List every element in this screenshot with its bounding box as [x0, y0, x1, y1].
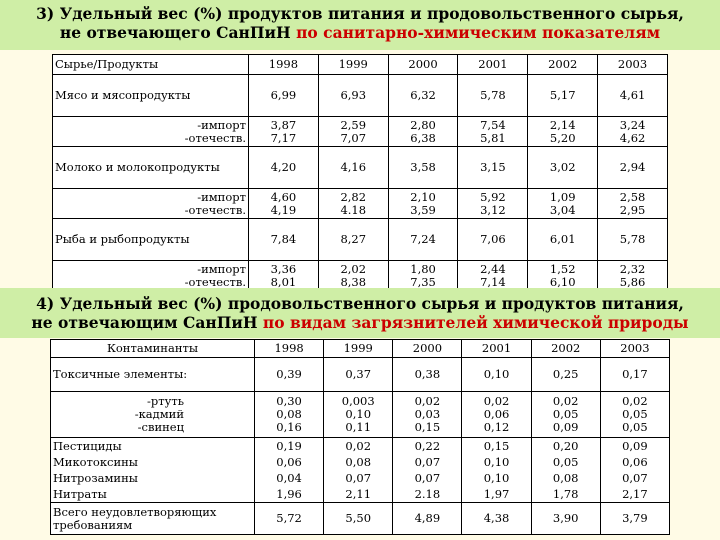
value: 0,20: [552, 439, 579, 453]
value-cell: 6,32: [388, 75, 458, 117]
subvalue-cell: [249, 117, 319, 147]
subvalue-import: 2,14: [549, 117, 576, 132]
value-cell: 6,01: [528, 219, 598, 261]
subvalue-cell: [318, 117, 388, 147]
subvalue-domestic: 5,81: [480, 130, 506, 145]
header-cell: 1999: [318, 55, 388, 75]
value-cell: 6,93: [318, 75, 388, 117]
subvalue-cell: [600, 392, 669, 438]
value-cell: 8,27: [318, 219, 388, 261]
contaminant-values: [255, 438, 324, 503]
header-cell: 1999: [324, 340, 393, 358]
contaminant-label: Нитраты: [53, 487, 107, 501]
contaminant-values: [462, 438, 531, 503]
contaminant-label: Пестициды: [53, 439, 122, 453]
subvalue-cell: [531, 392, 600, 438]
subvalue: 0,12: [483, 420, 510, 434]
contaminant-values: [600, 438, 669, 503]
subvalue: 0,05: [552, 407, 579, 421]
table-header-row: [53, 55, 668, 75]
contaminant-values: [393, 438, 462, 503]
subvalue-domestic: 8,01: [270, 274, 297, 289]
header-cell: 2001: [462, 340, 531, 358]
total-value: 3,79: [600, 503, 669, 535]
subvalue: 0,03: [414, 407, 441, 421]
total-label: Всего неудовлетворяющих требованиям: [51, 503, 255, 535]
value: 1,97: [483, 487, 510, 501]
value-cell: 6,99: [249, 75, 319, 117]
toxic-sublabel: -свинец: [137, 420, 184, 434]
subvalue-domestic: 2,95: [619, 202, 646, 217]
contaminant-values: [531, 438, 600, 503]
section3-title: [0, 0, 720, 50]
subvalue-import: 1,09: [549, 189, 576, 204]
subgroup-label-cell: [53, 261, 249, 291]
subvalue: 0,15: [414, 420, 441, 434]
header-cell: 2002: [528, 55, 598, 75]
subvalue-cell: [388, 117, 458, 147]
subvalue: 0,08: [276, 407, 302, 421]
subvalue-cell: [255, 392, 324, 438]
subvalue-cell: [249, 189, 319, 219]
value: 1,96: [276, 487, 302, 501]
group-row: [53, 75, 668, 117]
subvalue-cell: [324, 392, 393, 438]
toxic-sublabel: -ртуть: [147, 394, 184, 408]
value: 2.18: [414, 487, 441, 501]
value-cell: 0,38: [393, 358, 462, 392]
subvalue-cell: [458, 261, 528, 291]
sublabel-domestic: -отечеств.: [184, 130, 246, 145]
header-cell: 2000: [393, 340, 462, 358]
header-cell: 2000: [388, 55, 458, 75]
sanitary-chemical-table: [52, 54, 668, 291]
section4-title-line1: 4) Удельный вес (%) продовольственного сырья и продуктов питания,: [36, 294, 684, 313]
toxic-subrow: [51, 392, 670, 438]
subvalue-cell: [528, 189, 598, 219]
value-cell: 5,17: [528, 75, 598, 117]
total-value: 4,38: [462, 503, 531, 535]
subvalue: 0,02: [414, 394, 441, 408]
subvalue: 0,16: [276, 420, 302, 434]
value-cell: 7,84: [249, 219, 319, 261]
toxic-sublabel: -кадмий: [134, 407, 184, 421]
subvalue-import: 2,02: [340, 261, 367, 276]
subvalue-domestic: 7,07: [340, 130, 367, 145]
value: 0,02: [345, 439, 372, 453]
contaminant-labels: [51, 438, 255, 503]
value: 0,09: [622, 439, 648, 453]
value-cell: 7,06: [458, 219, 528, 261]
subvalue-domestic: 5,86: [619, 274, 646, 289]
subvalue: 0,09: [552, 420, 579, 434]
subvalue: 0,02: [483, 394, 510, 408]
value: 0,07: [414, 471, 441, 485]
subvalue-import: 2,82: [340, 189, 367, 204]
subvalue: 0,02: [622, 394, 648, 408]
value: 0,07: [414, 455, 441, 469]
value: 0,08: [552, 471, 579, 485]
total-value: 5,50: [324, 503, 393, 535]
subvalue-cell: [388, 189, 458, 219]
value-cell: 7,24: [388, 219, 458, 261]
subvalue: 0,30: [276, 394, 302, 408]
subgroup-label-cell: [53, 189, 249, 219]
header-cell: 2001: [458, 55, 528, 75]
value-cell: 2,94: [598, 147, 668, 189]
header-cell: 2003: [598, 55, 668, 75]
value-cell: 3,15: [458, 147, 528, 189]
contaminant-label: Нитрозамины: [53, 471, 138, 485]
group-row: [53, 219, 668, 261]
subvalue-cell: [598, 189, 668, 219]
value: 0,15: [483, 439, 510, 453]
subvalue-import: 3,24: [619, 117, 646, 132]
subvalue-import: 1,52: [549, 261, 576, 276]
header-cell: 2002: [531, 340, 600, 358]
value: 0,06: [622, 455, 648, 469]
subgroup-row: [53, 117, 668, 147]
total-value: 3,90: [531, 503, 600, 535]
subvalue-domestic: 3,04: [549, 202, 576, 217]
total-value: 5,72: [255, 503, 324, 535]
section4-title: [0, 288, 720, 338]
subvalue-domestic: 7,17: [270, 130, 297, 145]
subgroup-row: [53, 189, 668, 219]
subvalue: 0,05: [622, 407, 648, 421]
total-row: [51, 503, 670, 535]
sublabel-import: -импорт: [197, 189, 246, 204]
value: 0,07: [345, 471, 372, 485]
value-cell: 4,20: [249, 147, 319, 189]
subgroup-label-cell: [53, 117, 249, 147]
subvalue-import: 1,80: [410, 261, 436, 276]
value-cell: 5,78: [458, 75, 528, 117]
subvalue-import: 2,10: [410, 189, 436, 204]
value: 0,05: [552, 455, 579, 469]
subvalue-cell: [598, 261, 668, 291]
subvalue-cell: [528, 261, 598, 291]
section3-title-red: по санитарно-химическим показателям: [296, 23, 661, 42]
section4-title-line2: [0, 313, 720, 332]
sublabel-domestic: -отечеств.: [184, 274, 246, 289]
subvalue: 0,02: [552, 394, 579, 408]
subvalue-domestic: 7,14: [480, 274, 506, 289]
subvalue-cell: [458, 117, 528, 147]
subgroup-row: [53, 261, 668, 291]
sublabel-import: -импорт: [197, 117, 246, 132]
subvalue-domestic: 4,19: [270, 202, 297, 217]
toxic-sublabels: [51, 392, 255, 438]
subvalue: 0,003: [341, 394, 375, 408]
value: 0,06: [276, 455, 302, 469]
subvalue-cell: [318, 189, 388, 219]
value: 1,78: [552, 487, 579, 501]
value: 0,22: [414, 439, 441, 453]
value-cell: 5,78: [598, 219, 668, 261]
subvalue: 0,10: [345, 407, 372, 421]
header-cell: 1998: [255, 340, 324, 358]
subvalue-import: 2,58: [619, 189, 646, 204]
subvalue-import: 2,44: [480, 261, 506, 276]
value-cell: 4,16: [318, 147, 388, 189]
group-row: [53, 147, 668, 189]
subvalue-domestic: 4,62: [619, 130, 646, 145]
contaminant-rows: [51, 438, 670, 503]
value-cell: 3,02: [528, 147, 598, 189]
subvalue-import: 4,60: [270, 189, 297, 204]
subvalue-domestic: 6,10: [549, 274, 576, 289]
subvalue-import: 3,36: [270, 261, 297, 276]
subvalue-import: 7,54: [480, 117, 506, 132]
value-cell: 0,17: [600, 358, 669, 392]
contaminant-values: [324, 438, 393, 503]
subvalue: 0,05: [622, 420, 648, 434]
toxic-row: [51, 358, 670, 392]
subvalue-domestic: 3,59: [410, 202, 436, 217]
value: 2,11: [345, 487, 372, 501]
contaminants-table: [50, 339, 670, 535]
subvalue-domestic: 7,35: [410, 274, 436, 289]
subvalue-import: 3,87: [270, 117, 297, 132]
header-cell: Сырье/Продукты: [53, 55, 249, 75]
toxic-label: Токсичные элементы:: [51, 358, 255, 392]
subvalue-cell: [598, 117, 668, 147]
value: 0,04: [276, 471, 302, 485]
section4-title-red: по видам загрязнителей химической природы: [262, 313, 689, 332]
subvalue-cell: [388, 261, 458, 291]
subvalue-cell: [458, 189, 528, 219]
section4-title-black: не отвечающим СанПиН: [31, 313, 263, 332]
contaminant-label: Микотоксины: [53, 455, 138, 469]
subvalue-domestic: 3,12: [480, 202, 506, 217]
section3-title-black: не отвечающего СанПиН: [59, 23, 297, 42]
subvalue: 0,11: [345, 420, 372, 434]
table-header-row: [51, 340, 670, 358]
sublabel-import: -импорт: [197, 261, 246, 276]
subvalue-import: 2,59: [340, 117, 367, 132]
section3-title-line1: 3) Удельный вес (%) продуктов питания и продовольственного сырья,: [36, 4, 684, 23]
subvalue-cell: [462, 392, 531, 438]
subvalue-cell: [528, 117, 598, 147]
subvalue-import: 2,32: [619, 261, 646, 276]
value-cell: 0,25: [531, 358, 600, 392]
subvalue-domestic: 8,38: [340, 274, 367, 289]
subvalue-cell: [393, 392, 462, 438]
section3-title-line2: [0, 23, 720, 42]
value: 0,07: [622, 471, 648, 485]
value: 0,10: [483, 455, 510, 469]
subvalue-import: 2,80: [410, 117, 436, 132]
value: 0,10: [483, 471, 510, 485]
value-cell: 0,39: [255, 358, 324, 392]
value: 2,17: [622, 487, 648, 501]
header-cell: 1998: [249, 55, 319, 75]
header-cell: 2003: [600, 340, 669, 358]
subvalue-domestic: 4.18: [340, 202, 367, 217]
value-cell: 4,61: [598, 75, 668, 117]
value: 0,19: [276, 439, 302, 453]
subvalue-cell: [249, 261, 319, 291]
group-label: Мясо и мясопродукты: [53, 75, 249, 117]
group-label: Рыба и рыбопродукты: [53, 219, 249, 261]
subvalue: 0,06: [483, 407, 510, 421]
value: 0,08: [345, 455, 372, 469]
subvalue-cell: [318, 261, 388, 291]
value-cell: 3,58: [388, 147, 458, 189]
total-value: 4,89: [393, 503, 462, 535]
value-cell: 0,10: [462, 358, 531, 392]
subvalue-domestic: 6,38: [410, 130, 436, 145]
sublabel-domestic: -отечеств.: [184, 202, 246, 217]
group-label: Молоко и молокопродукты: [53, 147, 249, 189]
header-cell: Контаминанты: [51, 340, 255, 358]
subvalue-import: 5,92: [480, 189, 506, 204]
subvalue-domestic: 5,20: [549, 130, 576, 145]
value-cell: 0,37: [324, 358, 393, 392]
